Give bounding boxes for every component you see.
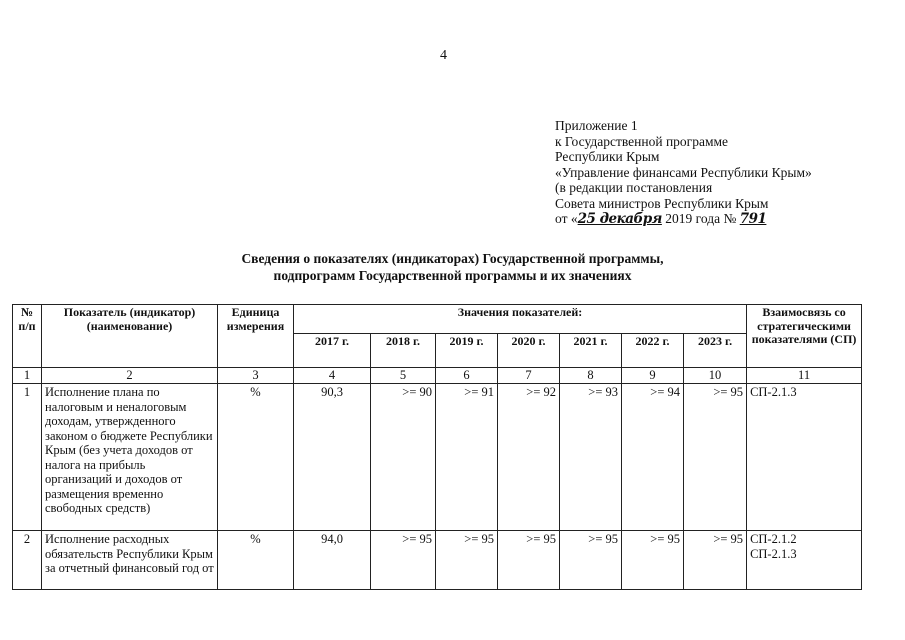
date-suffix: 2019 года № [661,211,740,226]
row-value: 90,3 [294,384,371,531]
appendix-line: Приложение 1 [555,118,638,133]
column-number: 11 [747,368,862,384]
indicators-table [12,304,862,590]
page-number: 4 [440,48,447,63]
document-title [0,250,905,284]
strategic-code: СП-2.1.3 [750,546,797,561]
appendix-line: Совета министров Республики Крым [555,195,769,211]
row-value: >= 95 [684,531,747,590]
header-year: 2021 г. [560,334,622,368]
row-value: >= 92 [498,384,560,531]
header-year: 2017 г. [294,334,371,368]
row-value: >= 90 [371,384,436,531]
column-number: 7 [498,368,560,384]
header-year: 2022 г. [622,334,684,368]
date-prefix: от « [555,211,578,226]
row-value: >= 95 [622,531,684,590]
header-indicator: Показатель (индикатор) (наименование) [42,305,218,368]
row-indicator: Исполнение плана по налоговым и неналоговым доходам, утвержденного законом о бюджете Республики Крым (без учета доходов от налога на прибыль организаций и доходов от размещения временно свободных средств) [42,384,218,531]
row-unit: % [218,531,294,590]
column-number: 4 [294,368,371,384]
row-unit: % [218,384,294,531]
appendix-line: к Государственной программе [555,133,729,149]
handwritten-number: 791 [739,211,767,227]
row-value: >= 91 [436,384,498,531]
title-line: подпрограмм Государственной программы и их значениях [273,268,632,283]
column-number: 10 [684,368,747,384]
column-number: 3 [218,368,294,384]
row-value: >= 95 [560,531,622,590]
header-strategic-link: Взаимосвязь со стратегическими показателями (СП) [747,305,862,368]
row-value: >= 94 [622,384,684,531]
row-value: >= 95 [498,531,560,590]
column-number: 9 [622,368,684,384]
column-number: 5 [371,368,436,384]
appendix-line: (в редакции постановления [555,180,713,195]
column-number: 2 [42,368,218,384]
header-values: Значения показателей: [294,305,747,334]
row-num: 1 [13,384,42,531]
row-num: 2 [13,531,42,590]
row-strategic-link [747,531,862,590]
appendix-block [555,118,812,228]
row-value: >= 95 [436,531,498,590]
row-value: >= 95 [371,531,436,590]
row-indicator: Исполнение расходных обязательств Республики Крым за отчетный финансовый год от [42,531,218,590]
row-value: 94,0 [294,531,371,590]
row-strategic-link [747,384,862,531]
strategic-code: СП-2.1.2 [750,532,797,546]
column-number: 8 [560,368,622,384]
header-year: 2019 г. [436,334,498,368]
handwritten-date: 25 декабря [577,211,662,227]
header-year: 2023 г. [684,334,747,368]
header-num: № п/п [13,305,42,368]
appendix-line: «Управление финансами Республики Крым» [555,164,812,180]
column-number: 1 [13,368,42,384]
row-value: >= 93 [560,384,622,531]
table-row [13,384,862,531]
header-year: 2020 г. [498,334,560,368]
row-value: >= 95 [684,384,747,531]
title-line: Сведения о показателях (индикаторах) Государственной программы, [241,251,664,266]
appendix-date-line [555,211,812,228]
header-year: 2018 г. [371,334,436,368]
appendix-line: Республики Крым [555,149,660,164]
strategic-code: СП-2.1.3 [750,385,797,399]
header-unit: Единица измерения [218,305,294,368]
column-number-row [13,368,862,384]
table-row [13,531,862,590]
column-number: 6 [436,368,498,384]
